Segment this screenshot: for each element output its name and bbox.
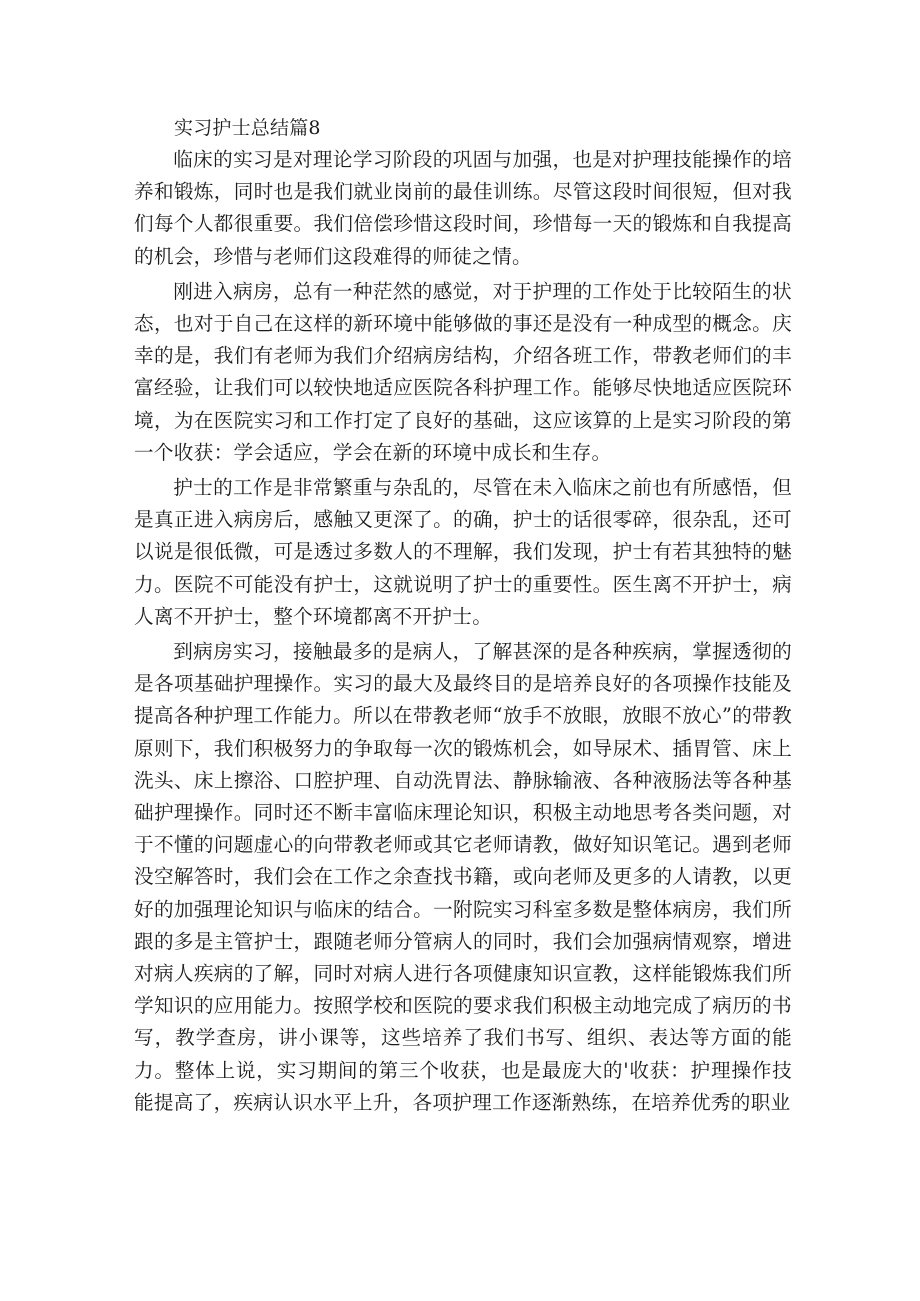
- paragraph-1: 临床的实习是对理论学习阶段的巩固与加强，也是对护理技能操作的培养和锻炼，同时也是我们就业岗前的最佳训练。尽管这段时间很短，但对我们每个人都很重要。我们倍偿珍惜这段时间，珍惜每一天的锻炼和自我提高的机会，珍惜与老师们这段难得的师徒之情。: [134, 148, 792, 268]
- paragraph-4: 到病房实习，接触最多的是病人，了解甚深的是各种疾病，掌握透彻的是各项基础护理操作。实习的最大及最终目的是培养良好的各项操作技能及提高各种护理工作能力。所以在带教老师“放手不放眼，放眼不放心”的带教原则下，我们积极努力的争取每一次的锻炼机会，如导尿术、插胃管、床上洗头、床上擦浴、口腔护理、自动洗胃法、静脉输液、各种液肠法等各种基础护理操作。同时还不断丰富临床理论知识，积极主动地思考各类问题，对于不懂的问题虚心的向带教老师或其它老师请教，做好知识笔记。遇到老师没空解答时，我们会在工作之余查找书籍，或向老师及更多的人请教，以更好的加强理论知识与临床的结合。一附院实习科室多数是整体病房，我们所跟的多是主管护士，跟随老师分管病人的同时，我们会加强病情观察，增进对病人疾病的了解，同时对病人进行各项健康知识宣教，这样能锻炼我们所学知识的应用能力。按照学校和医院的要求我们积极主动地完成了病历的书写，教学查房，讲小课等，这些培养了我们书写、组织、表达等方面的能力。整体上说，实习期间的第三个收获，也是最庞大的'收获：护理操作技能提高了，疾病认识水平上升，各项护理工作逐渐熟练，在培养优秀的职业: [134, 640, 792, 1114]
- paragraph-2: 刚进入病房，总有一种茫然的感觉，对于护理的工作处于比较陌生的状态，也对于自己在这样的新环境中能够做的事还是没有一种成型的概念。庆幸的是，我们有老师为我们介绍病房结构，介绍各班工作，带教老师们的丰富经验，让我们可以较快地适应医院各科护理工作。能够尽快地适应医院环境，为在医院实习和工作打定了良好的基础，这应该算的上是实习阶段的第一个收获：学会适应，学会在新的环境中成长和生存。: [134, 279, 792, 464]
- document-body: [134, 116, 792, 1119]
- paragraph-3: 护士的工作是非常繁重与杂乱的，尽管在未入临床之前也有所感悟，但是真正进入病房后，感触又更深了。的确，护士的话很零碎，很杂乱，还可以说是很低微，可是透过多数人的不理解，我们发现，护士有若其独特的魅力。医院不可能没有护士，这就说明了护士的重要性。医生离不开护士，病人离不开护士，整个环境都离不开护士。: [134, 476, 792, 628]
- document-title: 实习护士总结篇8: [174, 117, 321, 139]
